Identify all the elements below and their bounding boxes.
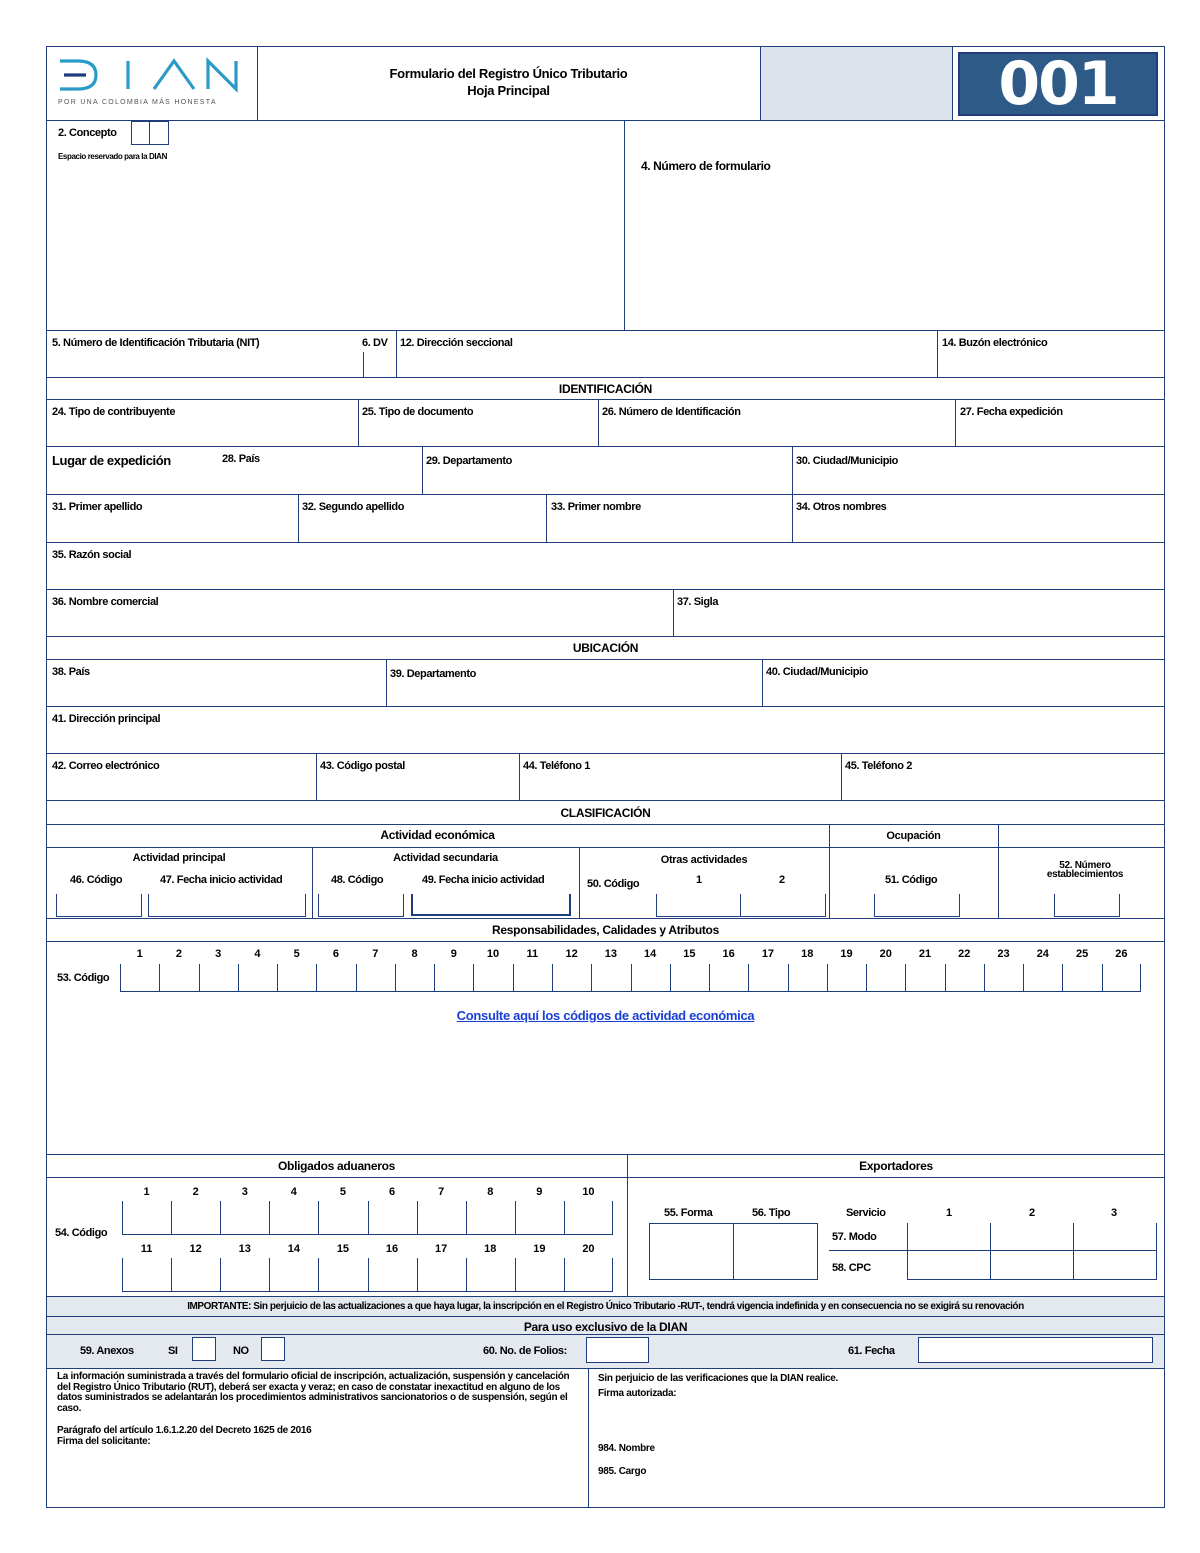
responsabilidad-cell-divider	[1102, 964, 1103, 992]
divider	[46, 659, 1165, 660]
si-label: SI	[168, 1345, 178, 1357]
grey-panel	[761, 47, 952, 120]
divider	[46, 1316, 1165, 1317]
aduanero-cell-divider	[466, 1258, 467, 1292]
primer-nombre-label: 33. Primer nombre	[551, 501, 641, 513]
responsabilidad-cell-divider	[788, 964, 789, 992]
anexos-no-checkbox[interactable]	[261, 1337, 285, 1361]
fecha49-label: 49. Fecha inicio actividad	[422, 874, 545, 886]
folios-input[interactable]	[586, 1337, 649, 1363]
divider	[386, 659, 387, 706]
aduaneros-title: Obligados aduaneros	[278, 1159, 395, 1173]
otras-1-label: 1	[696, 874, 702, 886]
aduanero-cell-divider	[515, 1201, 516, 1235]
responsabilidad-number: 23	[997, 948, 1010, 960]
divider	[841, 753, 842, 800]
buzon-label: 14. Buzón electrónico	[942, 337, 1048, 349]
servicio-3-label: 3	[1111, 1207, 1117, 1219]
direccion-principal-label: 41. Dirección principal	[52, 713, 161, 725]
aduanero-number: 13	[238, 1243, 251, 1255]
numero-formulario-label: 4. Número de formulario	[641, 159, 771, 173]
firma-solicitante-label: Firma del solicitante:	[57, 1436, 151, 1447]
aduanero-number: 9	[536, 1186, 543, 1198]
aduanero-cell-divider	[220, 1201, 221, 1235]
codigo-postal-label: 43. Código postal	[320, 760, 405, 772]
responsabilidad-number: 19	[840, 948, 853, 960]
responsabilidad-cell-divider	[709, 964, 710, 992]
divider	[740, 894, 741, 917]
responsabilidad-number: 26	[1115, 948, 1128, 960]
firma-autorizada-label: Firma autorizada:	[598, 1388, 677, 1399]
ciudad-expedicion-label: 30. Ciudad/Municipio	[796, 455, 899, 467]
primer-apellido-label: 31. Primer apellido	[52, 501, 143, 513]
aduanero-number: 5	[339, 1186, 346, 1198]
codigo50-label: 50. Código	[587, 878, 640, 890]
divider	[955, 399, 956, 446]
lugar-expedicion-label: Lugar de expedición	[52, 453, 171, 468]
responsabilidad-cell-divider	[631, 964, 632, 992]
responsabilidad-cell-divider	[316, 964, 317, 992]
responsabilidad-number: 3	[215, 948, 222, 960]
divider	[937, 330, 938, 377]
divider	[907, 1250, 1157, 1251]
consulte-link[interactable]: Consulte aquí los códigos de actividad económica	[456, 1008, 755, 1023]
forma-label: 55. Forma	[664, 1207, 713, 1219]
divider	[358, 399, 359, 446]
responsabilidad-number: 2	[175, 948, 182, 960]
divider	[1073, 1223, 1074, 1280]
divider	[46, 941, 1165, 942]
paragrafo-text: Parágrafo del artículo 1.6.1.2.20 del Decreto 1625 de 2016	[57, 1425, 312, 1436]
divider	[396, 330, 397, 377]
responsabilidad-cell-divider	[277, 964, 278, 992]
establecimientos-input[interactable]	[1054, 894, 1120, 917]
responsabilidad-number: 16	[722, 948, 735, 960]
divider	[46, 399, 1165, 400]
divider	[363, 352, 364, 377]
responsabilidad-number: 1	[136, 948, 143, 960]
aduanero-number: 19	[533, 1243, 546, 1255]
fecha47-label: 47. Fecha inicio actividad	[160, 874, 283, 886]
uso-exclusivo-title: Para uso exclusivo de la DIAN	[523, 1320, 688, 1334]
aduanero-number: 10	[582, 1186, 595, 1198]
actividad-secundaria-title: Actividad secundaria	[393, 852, 498, 864]
divider	[627, 1154, 628, 1296]
responsabilidad-cell-divider	[238, 964, 239, 992]
aduanero-cell-divider	[318, 1201, 319, 1235]
codigo53-label: 53. Código	[57, 972, 110, 984]
concepto-label: 2. Concepto	[58, 127, 117, 139]
tipo-documento-label: 25. Tipo de documento	[362, 406, 474, 418]
fecha-expedicion-label: 27. Fecha expedición	[960, 406, 1063, 418]
concepto-box-2[interactable]	[149, 121, 169, 145]
responsabilidad-cell-divider	[356, 964, 357, 992]
importante-text: IMPORTANTE: Sin perjuicio de las actualizaciones a que haya lugar, la inscripción en el Registro Único Tributario -RUT-, tendrá vigencia indefinida y en consecuencia no se exigirá su renovación	[187, 1301, 1024, 1312]
codigo51-input[interactable]	[874, 894, 960, 917]
ocupacion-title: Ocupación	[886, 830, 941, 842]
aduanero-cell-divider	[466, 1201, 467, 1235]
aduanero-cell-divider	[368, 1258, 369, 1292]
divider	[952, 46, 953, 120]
responsabilidad-cell-divider	[199, 964, 200, 992]
correo-label: 42. Correo electrónico	[52, 760, 160, 772]
divider	[762, 659, 763, 706]
otras-2-label: 2	[779, 874, 785, 886]
tipo-label: 56. Tipo	[752, 1207, 791, 1219]
ciudad-ubicacion-label: 40. Ciudad/Municipio	[766, 666, 869, 678]
sin-perjuicio-text: Sin perjuicio de las verificaciones que la DIAN realice.	[598, 1373, 838, 1384]
responsabilidad-number: 4	[254, 948, 261, 960]
codigo46-label: 46. Código	[70, 874, 123, 886]
responsabilidad-number: 15	[683, 948, 696, 960]
aduanero-number: 1	[143, 1186, 150, 1198]
telefono1-label: 44. Teléfono 1	[523, 760, 590, 772]
codigo51-label: 51. Código	[885, 874, 938, 886]
aduanero-cell-divider	[417, 1201, 418, 1235]
codigo48-input[interactable]	[318, 894, 404, 917]
responsabilidad-cell-divider	[905, 964, 906, 992]
responsabilidad-number: 12	[565, 948, 578, 960]
codigo46-input[interactable]	[56, 894, 142, 917]
aduanero-number: 12	[189, 1243, 202, 1255]
divider	[316, 753, 317, 800]
exportadores-title: Exportadores	[859, 1159, 933, 1173]
aduanero-cell-divider	[318, 1258, 319, 1292]
aduanero-number: 16	[385, 1243, 399, 1255]
logo-tagline: POR UNA COLOMBIA MÁS HONESTA	[58, 99, 217, 106]
aduanero-number: 20	[582, 1243, 595, 1255]
aduanero-number: 7	[438, 1186, 445, 1198]
departamento-expedicion-label: 29. Departamento	[426, 455, 512, 467]
responsabilidad-number: 9	[450, 948, 457, 960]
responsabilidad-cell-divider	[159, 964, 160, 992]
responsabilidad-number: 7	[372, 948, 379, 960]
divider	[46, 1334, 1165, 1335]
forma-input[interactable]	[649, 1223, 734, 1280]
divider	[46, 120, 1165, 121]
identificacion-title: IDENTIFICACIÓN	[558, 382, 653, 396]
servicio-grid[interactable]	[907, 1223, 1157, 1280]
responsabilidad-number: 14	[644, 948, 657, 960]
aduanero-number: 3	[241, 1186, 248, 1198]
divider	[46, 753, 1165, 754]
divider	[46, 847, 1165, 848]
ubicacion-title: UBICACIÓN	[572, 641, 639, 655]
aduanero-cell-divider	[220, 1258, 221, 1292]
divider	[519, 753, 520, 800]
responsabilidad-number: 17	[761, 948, 775, 960]
folios-label: 60. No. de Folios:	[483, 1345, 567, 1357]
divider	[46, 636, 1165, 637]
cpc-label: 58. CPC	[832, 1262, 871, 1274]
info-text: La información suministrada a través del formulario oficial de inscripción, actualización, suspensión y cancelación del Registro Único Tributario (RUT), deberá ser exacta y veraz; en caso de constatar inexactitud en alguno de los datos suministrados se adelantarán los procedimientos administrativos sancionatorios o de suspensión, según el caso.	[57, 1371, 570, 1414]
divider	[422, 446, 423, 494]
form-number: 001	[998, 49, 1118, 119]
departamento-ubicacion-label: 39. Departamento	[390, 668, 476, 680]
nit-label: 5. Número de Identificación Tributaria (NIT)	[52, 337, 260, 349]
dv-label: 6. DV	[362, 337, 388, 349]
actividad-principal-title: Actividad principal	[132, 852, 226, 864]
responsabilidad-cell-divider	[827, 964, 828, 992]
anexos-si-checkbox[interactable]	[192, 1337, 216, 1361]
divider	[46, 494, 1165, 495]
aduanero-number: 15	[336, 1243, 350, 1255]
responsabilidad-number: 24	[1036, 948, 1049, 960]
anexos-label: 59. Anexos	[80, 1345, 134, 1357]
divider	[46, 706, 1165, 707]
aduanero-cell-divider	[564, 1201, 565, 1235]
otros-nombres-label: 34. Otros nombres	[796, 501, 887, 513]
responsabilidad-cell-divider	[670, 964, 671, 992]
dian-logo	[56, 55, 251, 113]
divider	[46, 589, 1165, 590]
aduanero-cell-divider	[171, 1258, 172, 1292]
responsabilidad-cell-divider	[945, 964, 946, 992]
pais-expedicion-label: 28. País	[222, 453, 260, 465]
concepto-box-1[interactable]	[131, 121, 150, 145]
numero-identificacion-label: 26. Número de Identificación	[602, 406, 741, 418]
responsabilidades-title: Responsabilidades, Calidades y Atributos	[492, 923, 719, 937]
divider	[998, 824, 999, 918]
responsabilidad-cell-divider	[552, 964, 553, 992]
divider	[46, 542, 1165, 543]
modo-label: 57. Modo	[832, 1231, 877, 1243]
responsabilidad-number: 21	[918, 948, 932, 960]
responsabilidad-number: 5	[293, 948, 300, 960]
divider	[46, 918, 1165, 919]
espacio-dian-label: Espacio reservado para la DIAN	[58, 152, 167, 161]
aduanero-number: 4	[290, 1186, 297, 1198]
responsabilidad-number: 13	[604, 948, 617, 960]
razon-social-label: 35. Razón social	[52, 549, 132, 561]
actividad-economica-title: Actividad económica	[380, 828, 495, 842]
aduanero-number: 11	[140, 1243, 153, 1255]
dian-logo-text	[56, 55, 57, 56]
responsabilidad-cell-divider	[513, 964, 514, 992]
responsabilidad-cell-divider	[434, 964, 435, 992]
establecimientos-label-2: establecimientos	[1046, 869, 1124, 880]
codigo54-label: 54. Código	[55, 1227, 108, 1239]
establecimientos-label-1: 52. Número	[1059, 860, 1111, 871]
responsabilidad-number: 25	[1075, 948, 1089, 960]
fecha61-label: 61. Fecha	[848, 1345, 895, 1357]
direccion-seccional-label: 12. Dirección seccional	[400, 337, 513, 349]
form-subtitle: Hoja Principal	[467, 83, 550, 98]
tipo-contribuyente-label: 24. Tipo de contribuyente	[52, 406, 176, 418]
clasificacion-title: CLASIFICACIÓN	[560, 806, 651, 820]
codigo48-label: 48. Código	[331, 874, 384, 886]
responsabilidad-number: 20	[879, 948, 892, 960]
responsabilidad-cell-divider	[591, 964, 592, 992]
aduanero-cell-divider	[368, 1201, 369, 1235]
form-number-box	[958, 49, 1158, 119]
aduanero-cell-divider	[269, 1201, 270, 1235]
nombre984-label: 984. Nombre	[598, 1443, 655, 1454]
divider	[46, 330, 1165, 331]
aduanero-number: 6	[388, 1186, 396, 1198]
otras-actividades-title: Otras actividades	[660, 854, 748, 866]
firma-solicitante-area[interactable]	[57, 1450, 579, 1502]
responsabilidad-number: 10	[486, 948, 500, 960]
aduanero-number: 18	[484, 1243, 497, 1255]
fecha47-input[interactable]	[148, 894, 306, 917]
dian-logo-mark	[56, 55, 246, 95]
aduanero-number: 14	[287, 1243, 300, 1255]
telefono2-label: 45. Teléfono 2	[845, 760, 912, 772]
responsabilidad-cell-divider	[984, 964, 985, 992]
divider	[46, 1154, 1165, 1155]
responsabilidad-cell-divider	[395, 964, 396, 992]
no-label: NO	[233, 1345, 249, 1357]
divider	[46, 1368, 1165, 1369]
aduanero-number: 17	[435, 1243, 448, 1255]
sigla-label: 37. Sigla	[677, 596, 719, 608]
divider	[673, 589, 674, 636]
responsabilidad-cell-divider	[1062, 964, 1063, 992]
aduanero-number: 2	[192, 1186, 199, 1198]
divider	[46, 800, 1165, 801]
fecha49-input[interactable]	[411, 894, 571, 916]
servicio-1-label: 1	[946, 1207, 952, 1219]
divider	[588, 1368, 589, 1508]
divider	[546, 494, 547, 542]
responsabilidad-cell-divider	[473, 964, 474, 992]
pais-ubicacion-label: 38. País	[52, 666, 90, 678]
divider	[792, 446, 793, 494]
aduanero-cell-divider	[417, 1258, 418, 1292]
cargo985-label: 985. Cargo	[598, 1466, 647, 1477]
servicio-label: Servicio	[846, 1207, 886, 1219]
responsabilidad-number: 22	[958, 948, 971, 960]
responsabilidad-cell-divider	[866, 964, 867, 992]
divider	[792, 494, 793, 542]
divider	[624, 120, 625, 330]
divider	[46, 377, 1165, 378]
responsabilidad-number: 8	[411, 948, 418, 960]
fecha61-input[interactable]	[918, 1337, 1153, 1363]
responsabilidad-cell-divider	[1023, 964, 1024, 992]
divider	[46, 446, 1165, 447]
responsabilidad-cell-divider	[748, 964, 749, 992]
divider	[46, 1177, 1165, 1178]
tipo-input[interactable]	[733, 1223, 818, 1280]
responsabilidad-number: 11	[526, 948, 539, 960]
responsabilidad-number: 6	[332, 948, 340, 960]
divider	[990, 1223, 991, 1280]
servicio-2-label: 2	[1029, 1207, 1035, 1219]
form-title: Formulario del Registro Único Tributario	[389, 66, 628, 81]
responsabilidad-number: 18	[801, 948, 814, 960]
divider	[298, 494, 299, 542]
divider	[598, 399, 599, 446]
aduanero-cell-divider	[171, 1201, 172, 1235]
aduanero-cell-divider	[269, 1258, 270, 1292]
segundo-apellido-label: 32. Segundo apellido	[302, 501, 405, 513]
nombre-comercial-label: 36. Nombre comercial	[52, 596, 159, 608]
aduanero-cell-divider	[515, 1258, 516, 1292]
aduanero-number: 8	[487, 1186, 494, 1198]
aduanero-cell-divider	[564, 1258, 565, 1292]
otras-actividades-input[interactable]	[656, 894, 826, 917]
